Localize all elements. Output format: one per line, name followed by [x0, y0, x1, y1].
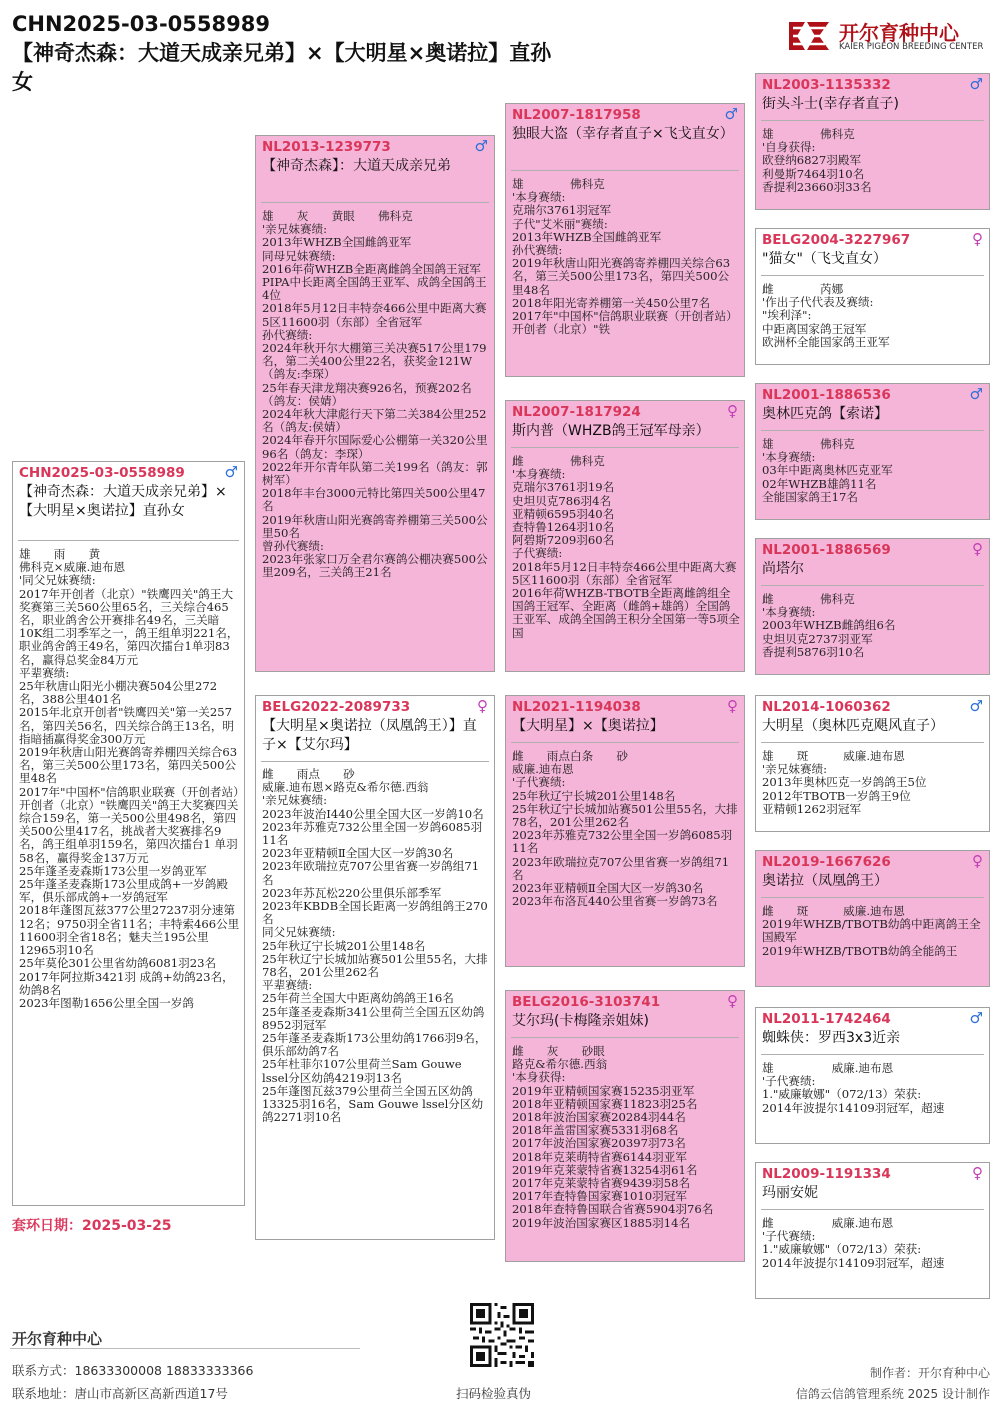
female-sex-icon: ♀ [477, 697, 488, 715]
pigeon-details: 雌 灰 砂眼 路克&希尔德.西翁 '本身获得: 2019年亚精顿国家赛15235羽亚军 2018年亚精顿国家赛11823羽25名 2018年波治国家赛20284羽44名 2018年盖雷国家赛5331羽68名 2017年波治国家赛20397羽73名 2018年克莱萌特省赛6144羽亚军 2019年克莱蒙特省赛13254羽61名 2017年克莱蒙特省赛9439羽58名 2017年查特鲁国家赛1010羽冠军 2018年查特鲁国联合省赛5904羽76名 2019年波治国家赛区1885羽14名 [512, 1045, 714, 1230]
sire-card[interactable] [255, 135, 495, 672]
dam-card[interactable] [255, 695, 495, 1240]
design-credit: 信鸽云信鸽管理系统 2025 设计制作 [795, 1387, 990, 1401]
ring-number: NL2021-1194038 [512, 699, 641, 715]
divider [511, 1037, 739, 1038]
pigeon-details: 雌 雨点 砂 威廉.迪布恩×路克&希尔德.西翁 '亲兄妹赛绩: 2023年波治Ⅰ440公里全国大区一岁鸽10名 2023年苏雅克732公里全国一岁鸽6085羽11名 2023年亚精顿Ⅱ全国大区一岁鸽30名 2023年欧瑞拉克707公里省赛一岁鸽组71名 2023年苏瓦松220公里俱乐部季军 2023年KBDB全国长距离一岁鸽组鸽王270名 同父兄妹赛绩: 25年秋辽宁长城201公里148名 25年秋辽宁长城加站赛501公里55名，大排78名，201公里262名 平辈赛绩: 25年荷兰全国大中距离幼鸽鸽王16名 25年蓬圣麦森斯341公里荷兰全国五区幼鸽8952羽冠军 25年蓬圣麦森斯173公里幼鸽1766羽9名，俱乐部幼鸽7名 25年杜菲尔107公里荷兰Sam Gouwe lssel分区幼鸽4219羽13名 25年蓬图瓦兹379公里荷兰全国五区幼鸽13325羽16名，Sam Gouwe lssel分区幼鸽2271羽10名 [262, 768, 488, 1125]
pedigree-title: CHN2025-03-0558989 【神奇杰森：大道天成亲兄弟】×【大明星×奥诺拉】直孙女 [12, 12, 552, 94]
grandsire-paternal-card[interactable] [505, 103, 745, 377]
ring-number: BELG2016-3103741 [512, 994, 661, 1010]
footer-address: 联系地址：唐山市高新区高新西道17号 [12, 1386, 228, 1401]
pigeon-details: 雄 威廉.迪布恩 '子代赛绩: 1."威廉敏娜"（072/13）荣获: 2014年波提尔14109羽冠军，超速 [762, 1062, 945, 1115]
pigeon-details: 雄 佛科克 '自身获得: 欧登纳6827羽殿军 利曼斯7464羽10名 香提利23660羽33名 [762, 128, 872, 194]
pigeon-details: 雄 斑 威廉.迪布恩 '亲兄妹赛绩: 2013年奥林匹克一岁鸽鸽王5位 2012年TBOTB一岁鸽王9位 亚精顿1262羽冠军 [762, 750, 927, 816]
ring-number: NL2003-1135332 [762, 77, 891, 93]
band-date: 套环日期：2025-03-25 [12, 1218, 172, 1234]
divider [261, 202, 489, 203]
female-sex-icon: ♀ [727, 402, 738, 420]
pigeon-details: 雌 雨点白条 砂 威廉.迪布恩 '子代赛绩: 25年秋辽宁长城201公里148名 25年秋辽宁长城加站赛501公里55名，大排78名，201公里262名 2023年苏雅克732公里全国一岁鸽6085羽11名 2023年欧瑞拉克707公里省赛一岁鸽组71名 2023年亚精顿Ⅱ全国大区一岁鸽30名 2023年布洛瓦440公里省赛一岁鸽73名 [512, 750, 738, 909]
pigeon-name: 街头斗士(幸存者直子) [762, 96, 899, 112]
male-sex-icon: ♂ [724, 105, 738, 123]
great-grandparent-card-6[interactable] [755, 850, 990, 987]
logo-name: 开尔育种中心 [839, 21, 959, 45]
pigeon-name: 【大明星】×【奥诺拉】 [512, 718, 664, 734]
pigeon-details: 雌 威廉.迪布恩 '子代赛绩: 1."威廉敏娜"（072/13）荣获: 2014年波提尔14109羽冠军，超速 [762, 1217, 945, 1270]
pigeon-details: 雌 佛科克 '本身赛绩: 2003年WHZB雌鸽组6名 史坦贝克2737羽亚军 香提利5876羽10名 [762, 593, 896, 659]
male-sex-icon: ♂ [224, 463, 238, 481]
female-sex-icon: ♀ [727, 992, 738, 1010]
female-sex-icon: ♀ [972, 852, 983, 870]
pigeon-name: 蜘蛛侠：罗西3x3近亲 [762, 1030, 901, 1046]
logo-subtitle: KAIER PIGEON BREEDING CENTER [839, 42, 984, 52]
granddam-maternal-card[interactable] [505, 990, 745, 1262]
maker-credit: 制作者：开尔育种中心 [869, 1366, 990, 1380]
female-sex-icon: ♀ [727, 697, 738, 715]
ring-number: NL2001-1886536 [762, 387, 891, 403]
subject-card[interactable] [12, 461, 245, 1206]
male-sex-icon: ♂ [969, 75, 983, 93]
pigeon-details: 雌 芮娜 '作出子代代表及赛绩: "埃利泽": 中距离国家鸽王冠军 欧洲杯全能国家鸽王亚军 [762, 283, 890, 349]
pigeon-details: 雄 佛科克 '本身赛绩: 克瑞尔3761羽冠军 子代"艾米丽"赛绩: 2013年WHZB全国雌鸽亚军 孙代赛绩: 2019年秋唐山阳光赛鸽寄养棚四关综合63名，第三关500公里173名，第四关500公里48名 2018年阳光寄养棚第一关450公里7名 2017年"中国杯"信鸽职业联赛（开创者站）开创者（北京）"铁 [512, 178, 738, 337]
great-grandparent-card-5[interactable] [755, 695, 990, 832]
footer-divider [10, 1348, 360, 1349]
great-grandparent-card-2[interactable] [755, 228, 990, 365]
male-sex-icon: ♂ [969, 1009, 983, 1027]
pigeon-name: 尚塔尔 [762, 561, 804, 577]
great-grandparent-card-8[interactable] [755, 1162, 990, 1299]
pigeon-name: 【神奇杰森】：大道天成亲兄弟 [262, 158, 451, 174]
female-sex-icon: ♀ [972, 1164, 983, 1182]
qr-caption: 扫码检验真伪 [456, 1386, 532, 1401]
pigeon-details: 雄 雨 黄 佛科克×威廉.迪布恩 '同父兄妹赛绩: 2017年开创者（北京）"铁鹰四关"鸽王大奖赛第三关560公里65名，三关综合465名，职业鸽舍公开赛排名49名，三关暗10K组二羽季军之一，鸽王组单羽221名，职业鸽舍鸽王49名，第四次擂台1单羽83名，赢得总奖金84万元 平辈赛绩: 25年秋唐山阳光小棚决赛504公里272名，388公里401名 2015年北京开创者"铁鹰四关"第一关257名，第四关56名，四关综合鸽王13名，明指暗插赢得奖金300万元 2019年秋唐山阳光赛鸽寄养棚四关综合63名，第三关500公里173名，第四关500公里48名 2017年"中国杯"信鸽职业联赛（开创者站）开创者（北京）"铁鹰四关"鸽王大奖赛四关综合159名，第一关500公里498名，第四关500公里417名，挑战者大奖赛排名9名，鸽王组单羽159名，第四次擂台1 单羽58名，赢得奖金137万元 25年蓬圣麦森斯173公里一岁鸽亚军 25年蓬圣麦森斯173公里成鸽+一岁鸽殿军，俱乐部成鸽+一岁鸽冠军 2018年蓬图瓦兹377公里27237羽分速第12名；9750羽全省11名；丰特索466公里11600羽全省18名；魅夫兰195公里12965羽10名 25年莫伦301公里省幼鸽6081羽23名 2017年阿拉斯3421羽 成鸽+幼鸽23名，幼鸽8名 2023年图勒1656公里全国一岁鸽 [19, 548, 240, 1010]
ring-number: CHN2025-03-0558989 [19, 465, 185, 481]
pigeon-details: 雌 斑 威廉.迪布恩 2019年WHZB/TBOTB幼鸽中距离鸽王全国殿军 2019年WHZB/TBOTB幼鸽全能鸽王 [762, 905, 981, 958]
ring-number: NL2007-1817924 [512, 404, 641, 420]
ring-number: NL2009-1191334 [762, 1166, 891, 1182]
granddam-paternal-card[interactable] [505, 400, 745, 672]
divider [18, 540, 239, 541]
pigeon-name: 奥林匹克鸽【索诺】 [762, 406, 888, 422]
ring-number: NL2013-1239773 [262, 139, 391, 155]
ring-number: BELG2022-2089733 [262, 699, 411, 715]
qr-code-icon[interactable] [470, 1303, 534, 1367]
pigeon-name: "猫女"（飞戈直女） [762, 251, 887, 267]
pigeon-name: 大明星（奥林匹克飓风直子） [762, 718, 944, 734]
ring-number: NL2014-1060362 [762, 699, 891, 715]
divider [511, 447, 739, 448]
great-grandparent-card-3[interactable] [755, 383, 990, 520]
female-sex-icon: ♀ [972, 230, 983, 248]
great-grandparent-card-7[interactable] [755, 1007, 990, 1144]
divider [761, 897, 984, 898]
female-sex-icon: ♀ [972, 540, 983, 558]
pigeon-name: 独眼大盗（幸存者直子×飞戈直女） [512, 126, 734, 142]
kaier-logo-icon [785, 16, 833, 56]
pigeon-name: 奥诺拉（凤凰鸽王） [762, 873, 888, 889]
ring-number: NL2019-1667626 [762, 854, 891, 870]
divider [761, 585, 984, 586]
pigeon-details: 雄 灰 黄眼 佛科克 '亲兄妹赛绩: 2013年WHZB全国雌鸽亚军 同母兄妹赛绩: 2016年荷WHZB全距离雌鸽全国鸽王冠军 PIPA中长距离全国鸽王亚军、成鸽全国鸽王4位 2018年5月12日丰特奈466公里中距离大赛5区11600羽（东部）全省冠军 孙代赛绩: 2024年秋开尔大棚第三关决赛517公里179名，第二关400公里22名，获奖金121W（鸽友:李琛） 25年春天津龙翔决赛926名，预赛202名（鸽友：侯婧） 2024年秋大津彪行天下第二关384公里252名（鸽友:侯婧） 2024年春开尔国际爱心公棚第一关320公里96名（鸽友：李琛） 2022年开尔青年队第二关199名（鸽友：郭树军） 2018年丰台3000元特比第四关500公里47名 2019年秋唐山阳光赛鸽寄养棚第三关500公里50名 曾孙代赛绩: 2023年张家口万全君尔赛鸽公棚决赛500公里209名，三关鸽王21名 [262, 210, 488, 580]
divider [761, 430, 984, 431]
divider [511, 742, 739, 743]
divider [261, 761, 489, 762]
ring-number: NL2001-1886569 [762, 542, 891, 558]
pigeon-name: 艾尔玛(卡梅隆亲姐妹) [512, 1013, 649, 1029]
pigeon-name: 【神奇杰森：大道天成亲兄弟】×【大明星×奥诺拉】直孙女 [19, 484, 227, 519]
divider [761, 1209, 984, 1210]
divider [761, 120, 984, 121]
male-sex-icon: ♂ [474, 137, 488, 155]
divider [761, 1054, 984, 1055]
pigeon-name: 【大明星×奥诺拉（凤凰鸽王）】直子×【艾尔玛】 [262, 718, 477, 753]
divider [761, 275, 984, 276]
male-sex-icon: ♂ [969, 385, 983, 403]
divider [511, 170, 739, 171]
pigeon-details: 雄 佛科克 '本身赛绩: 03年中距离奥林匹克亚军 02年WHZB雄鸽11名 全能国家鸽王17名 [762, 438, 893, 504]
great-grandparent-card-1[interactable] [755, 73, 990, 210]
ring-number: BELG2004-3227967 [762, 232, 911, 248]
great-grandparent-card-4[interactable] [755, 538, 990, 675]
pigeon-name: 玛丽安妮 [762, 1185, 818, 1201]
male-sex-icon: ♂ [969, 697, 983, 715]
pigeon-details: 雌 佛科克 '本身赛绩: 克瑞尔3761羽19名 史坦贝克786羽4名 亚精顿6595羽40名 查特鲁1264羽10名 阿碧斯7209羽60名 子代赛绩: 2018年5月12日丰特奈466公里中距离大赛5区11600羽（东部）全省冠军 2016年荷WHZB-TBOTB全距离雌鸽组全国鸽王冠军、全距离（雌鸽+雄鸽）全国鸽王亚军、成鸽全国鸽王积分全国第一等5项全国 [512, 455, 740, 640]
pigeon-name: 斯内普（WHZB鸽王冠军母亲） [512, 423, 710, 439]
breeding-center-logo [785, 16, 990, 56]
ring-number: NL2011-1742464 [762, 1011, 891, 1027]
grandsire-maternal-card[interactable] [505, 695, 745, 967]
divider [761, 742, 984, 743]
footer-center-name: 开尔育种中心 [12, 1330, 103, 1348]
footer-contact: 联系方式：18633300008 18833333366 [12, 1363, 254, 1378]
ring-number: NL2007-1817958 [512, 107, 641, 123]
